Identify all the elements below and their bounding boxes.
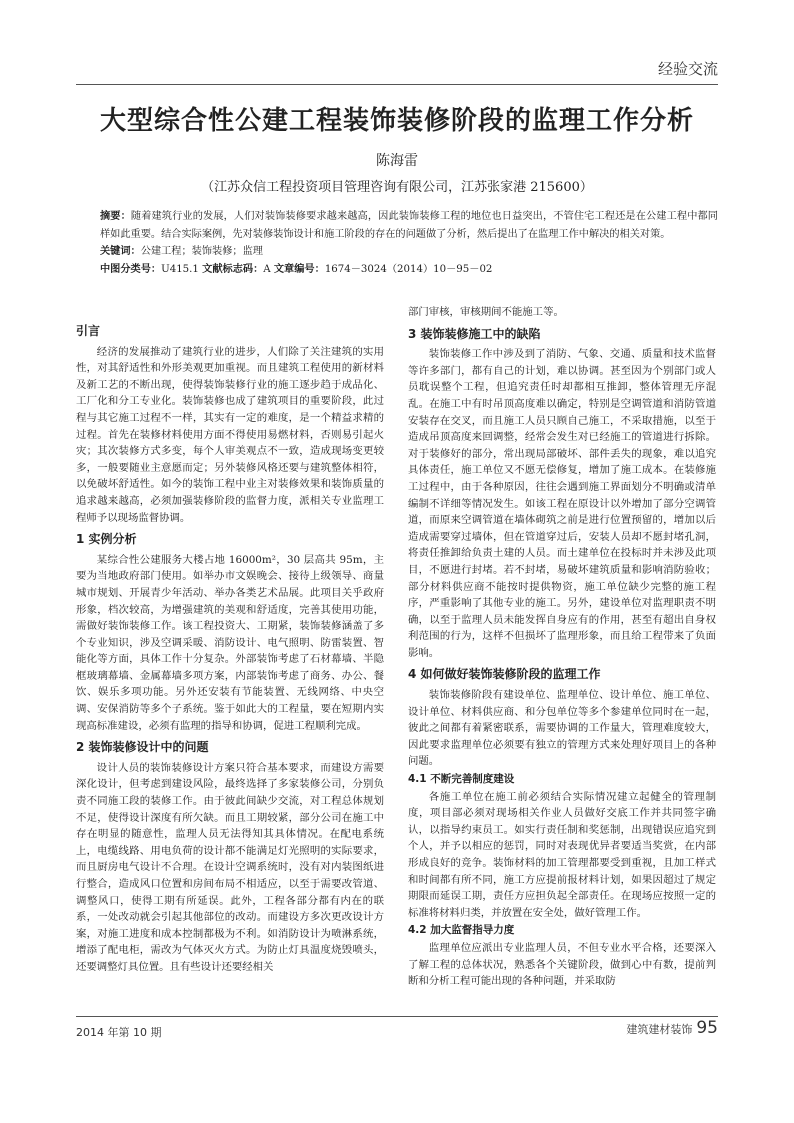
section-3-paragraph: 装饰装修工作中涉及到了消防、气象、交通、质量和技术监督等许多部门，都有自己的计划，难以协调。甚至因为个别部门或人员耽误整个工程，但追究责任时却都相互推卸，整体管理无序混乱。在施工中有时吊顶高度难以确定，特别是空调管道和消防管道安装存在交叉，而且施工人员只顾自己施工，不采取措施，以至于造成吊顶高度来回调整，经常会发生对已经施工的管道进行拆除。对于装修好的部分，常出现局部破坏、部件丢失的现象，难以追究具体责任，施工单位又不愿无偿修复，增加了施工成本。在装修施工过程中，由于各种原因，往往会遇到施工界面划分不明确或清单编制不详细等情况发生。如该工程在原设计以外增加了部分空调管道，而原来空调管道在墙体砌筑之前是进行位置预留的，增加以后造成需要穿过墙体，但在管道穿过后，安装人员却不愿封堵孔洞，将责任推卸给负责土建的人员。而土建单位在投标时并未涉及此项目，不愿进行封堵。若不封堵，易破坏建筑质量和影响消防验收；部分材料供应商不能按时提供物资，施工单位缺少完整的施工程序，严重影响了其他专业的施工。另外，建设单位对监理职责不明确，以至于监理人员未能发挥自身应有的作用，甚至有超出自身权利范围的行为，这样不但损坏了监理形象，而且给工程带来了负面影响。 (408, 348, 716, 659)
classification-line (100, 261, 718, 279)
section-2-paragraph: 设计人员的装饰装修设计方案只符合基本要求，而建设方需要深化设计，但考虑到建设风险，最终选择了多家装修公司，分别负责不同施工段的装修工作。由于彼此间缺少交流，对工程总体规划不足，使得设计深度有所欠缺。而且工期较紧，部分公司在施工中存在明显的随意性，监理人员无法得知其具体情况。在配电系统上，电缆线路、用电负荷的设计都不能满足灯光照明的实际要求，而且厨房电气设计不合理。在设计空调系统时，没有对内装图纸进行整合，造成风口位置和房间布局不相适应，以至于需要改管道、调整风口，使得工期有所延误。此外，工程各部分都有内在的联系，一处改动就会引起其他部位的改动。而建设方多次更改设计方案，对施工进度和成本控制都极为不利。如消防设计为喷淋系统，增添了配电柜，需改为气体灭火方式。为防止灯具温度烧毁喷头，还要调整灯具位置。且有些设计还要经相关 (76, 761, 384, 973)
footer-issue: 2014 年第 10 期 (76, 1026, 162, 1039)
keywords-line (100, 243, 718, 261)
section-heading-2: 2 装饰装修设计中的问题 (76, 740, 209, 755)
abstract-label: 摘要： (100, 211, 131, 222)
footer-journal (626, 1018, 718, 1038)
article-number-value: 1674－3024（2014）10－95－02 (324, 263, 493, 275)
journal-section-label: 经验交流 (657, 60, 718, 78)
section-heading-4: 4 如何做好装饰装修阶段的监理工作 (408, 667, 601, 682)
doc-label: 文献标志码： (202, 263, 264, 275)
article-number-label: 文章编号： (273, 263, 325, 275)
class-label: 中图分类号： (100, 263, 162, 275)
subsection-4-2-paragraph: 监理单位应派出专业监理人员，不但专业水平合格，还要深入了解工程的总体状况，熟悉各个关键阶段，做到心中有数，提前判断和分析工程可能出现的各种问题，并采取防 (408, 941, 716, 988)
abstract-text: 随着建筑行业的发展，人们对装饰装修要求越来越高，因此装饰装修工程的地位也日益突出，不管住宅工程还是在公建工程中都同样如此重要。结合实际案例，先对装修装饰设计和施工阶段的存在的问题做了分析，然后提出了在监理工作中解决的相关对策。 (100, 211, 718, 240)
section-heading-1: 1 实例分析 (76, 532, 137, 547)
section-heading-intro: 引言 (76, 324, 101, 338)
right-column (408, 304, 716, 990)
abstract-paragraph (100, 208, 718, 243)
class-value: U415.1 (161, 263, 199, 275)
page-number: 95 (696, 1018, 718, 1038)
footer-rule (76, 1016, 718, 1017)
author-name: 陈海雷 (376, 153, 418, 169)
abstract-block (100, 208, 718, 278)
author-affiliation: （江苏众信工程投资项目管理咨询有限公司，江苏张家港 215600） (201, 180, 593, 195)
continued-paragraph: 部门审核，审核期间不能施工等。 (408, 306, 564, 318)
article-title: 大型综合性公建工程装饰装修阶段的监理工作分析 (99, 106, 694, 136)
keywords-label: 关键词： (100, 246, 141, 257)
subsection-heading-4-2: 4.2 加大监督指导力度 (408, 924, 515, 937)
section-heading-3: 3 装饰装修施工中的缺陷 (408, 326, 541, 341)
header-rule (76, 84, 718, 85)
footer-journal-name: 建筑建材装饰 (626, 1023, 693, 1036)
intro-paragraph: 经济的发展推动了建筑行业的进步，人们除了关注建筑的实用性，对其舒适性和外形美观更加重视。而且建筑工程使用的新材料及新工艺的不断出现，使得装饰装修行业的施工逐步趋于成品化、工厂化和分工专业化。装饰装修也成了建筑项目的重要阶段，此过程与其它施工过程不一样，其实有一定的难度，是一个精益求精的过程。首先在装修材料使用方面不得使用易燃材料，否则易引起火灾；其次装修方式多变，每个人审美观点不一致，造成现场变更较多，一般要随业主意愿而定；另外装修风格还要与建筑整体相符，以免破坏舒适性。如今的装饰工程中业主对装修效果和装饰质量的追求越来越高，必须加强装修阶段的监督力度，派相关专业监理工程师予以现场监督协调。 (76, 345, 384, 524)
doc-value: A (263, 263, 271, 275)
subsection-4-1-paragraph: 各施工单位在施工前必须结合实际情况建立起健全的管理制度，项目部必须对现场相关作业人员做好交底工作并共同签字确认，以指导约束员工。如实行责任制和奖惩制，出现错误应追究到个人，并予以相应的惩罚，同时对表现优异者要适当奖赏，在内部形成良好的竞争。装饰材料的加工管理都要受到重视，且加工样式和时间都有所不同，施工方应提前报材料计划，如果因超过了规定期限而延误工期，责任方应担负起全部责任。在现场应按照一定的标准将材料归类，并放置在安全处，做好管理工作。 (408, 790, 716, 919)
keywords-text: 公建工程；装饰装修；监理 (140, 246, 263, 257)
left-column (76, 318, 384, 976)
section-1-paragraph: 某综合性公建服务大楼占地 16000m²，30 层高共 95m，主要为当地政府部门使用。如举办市文娱晚会、接待上级领导、商量城市规划、开展青少年活动、举办各类艺术品展。此项目关乎政府形象，档次较高，为增强建筑的美观和舒适度，完善其使用功能，需做好装饰装修工作。该工程投资大、工期紧，装饰装修涵盖了多个专业知识，涉及空调采暖、消防设计、电气照明、防雷装置、智能化等方面，具体工作十分复杂。外部装饰考虑了石材幕墙、半隐框玻璃幕墙、金属幕墙多项方案，内部装饰考虑了商务、办公、餐饮、娱乐多项功能。另外还安装有节能装置、无线网络、中央空调、安保消防等多个子系统。鉴于如此大的工程量，要在短期内实现高标准建设，必须有监理的指导和协调，促进工程顺利完成。 (76, 553, 384, 732)
section-4-paragraph: 装饰装修阶段有建设单位、监理单位、设计单位、施工单位、设计单位、材料供应商、和分包单位等多个参建单位同时在一起，彼此之间都有着紧密联系，需要协调的工作量大，管理难度较大，因此要求监理单位必须要有独立的管理方式来处理好项目上的各种问题。 (408, 689, 716, 768)
subsection-heading-4-1: 4.1 不断完善制度建设 (408, 773, 515, 786)
